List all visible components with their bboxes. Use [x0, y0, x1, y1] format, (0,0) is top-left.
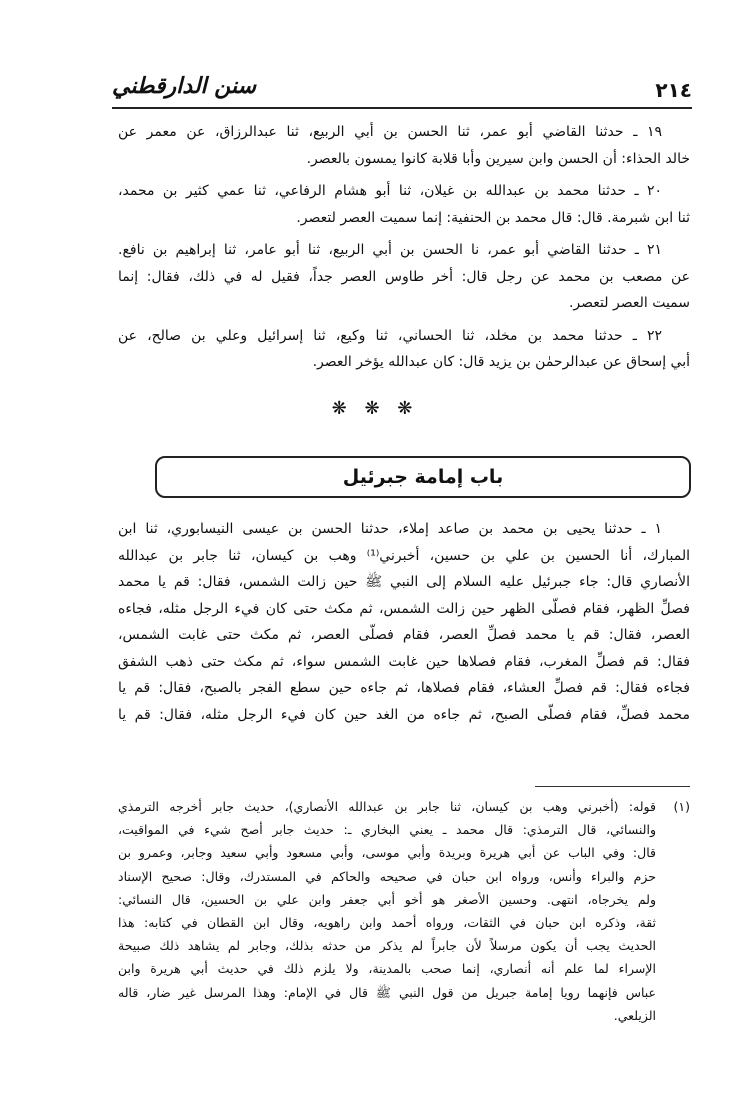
text-line: سميت العصر لتعصر.: [568, 295, 690, 311]
footnote-line: قوله: (أخبرني وهب بن كيسان، ثنا جابر بن عبدالله الأنصاري)، حديث جابر أخرجه الترمذي: [118, 799, 656, 814]
text-line: العصر، فقال: قم يا محمد فصلِّ العصر، فقام فصلّى العصر، ثم مكث حتى غابت الشمس،: [118, 627, 690, 643]
text-line: ثنا ابن شبرمة. قال: قال محمد بن الحنفية: إنما سميت العصر لتعصر.: [296, 209, 690, 226]
footnote-line: الحديث يجب أن يكون مرسلاً لأن جابراً لم يذكر من حدثه بذلك، وجابر لم يشاهد ذلك صبيحة: [118, 938, 656, 954]
footnote-line: ثقة، وذكره ابن حبان في الثقات، ورواه أحمد وابن راهويه، وقال ابن القطان في كتابه: هذا: [118, 914, 656, 930]
book-title: سنن الدارقطني: [112, 74, 257, 99]
hadith-1: [118, 516, 690, 728]
text-line: ٢٢ ـ حدثنا محمد بن مخلد، ثنا الحساني، ثنا وكيع، ثنا إسرائيل وعلي بن صالح، عن: [118, 327, 662, 344]
hadith-22: [118, 323, 690, 376]
text-line: فقال: قم فصلِّ المغرب، فقام فصلاها حين غابت الشمس سواء، ثم مكث حتى ذهب الشفق: [118, 653, 690, 670]
hadith-21: [118, 237, 690, 317]
text-line: فصلِّ الظهر، فقام فصلّى الظهر حين زالت الشمس، ثم مكث حتى كان فيء الرجل مثله، فجاءه: [118, 600, 690, 617]
hadiths-before: [118, 119, 690, 382]
text-line: عن مصعب بن محمد عن رجل قال: أخر طاوس العصر جداً، فقيل له في ذلك، فقال: إنما: [118, 268, 690, 285]
page-header: [112, 74, 692, 106]
text-line: خالد الحذاء: أن الحسن وابن سيرين وأبا قلابة كانوا يمسون بالعصر.: [306, 150, 690, 167]
footnote-line: الإسراء لما علم أنه أنصاري، إنما صحب بالمدينة، ولا يلزم ذلك في حديث أبي هريرة وابن: [118, 961, 656, 977]
footnote-line: حزم والبراء وأنس، ورواه ابن حبان في صحيحه والحاكم في المستدرك، وقال: صحيح الإسناد: [118, 868, 656, 884]
text-line: محمد فصلِّ، فقام فصلّى الصبح، ثم جاءه من الغد حين كان فيء الرجل مثله، فقال: قم يا: [118, 706, 690, 723]
text-line: ١٩ ـ حدثنا القاضي أبو عمر، ثنا الحسن بن أبي الربيع، ثنا عبدالرزاق، عن معمر عن: [118, 124, 662, 140]
text-line: فجاءه فقال: قم فصلِّ العشاء، فقام فصلاها، ثم جاءه حين سطع الفجر بالصبح، فقال: قم يا: [118, 680, 690, 696]
text-line: ٢٠ ـ حدثنا محمد بن عبدالله بن غيلان، ثنا أبو هشام الرفاعي، ثنا عمي كثير بن محمد،: [118, 183, 662, 199]
text-line: الأنصاري قال: جاء جبرئيل عليه السلام إلى النبي ﷺ حين زالت الشمس، فقال: قم يا محمد: [118, 574, 690, 590]
footnote-line: عباس فإنهما رويا إمامة جبريل من قول النبي ﷺ قال في الإمام: وهذا المرسل غير ضار، قاله: [118, 984, 656, 1000]
footnote: [118, 795, 690, 1027]
text-line: ١ ـ حدثنا يحيى بن محمد بن صاعد إملاء، حدثنا الحسن بن عيسى النيسابوري، ثنا ابن: [118, 521, 662, 537]
section-separator: ❋ ❋ ❋: [331, 398, 419, 419]
hadith-20: [118, 178, 690, 231]
footnote-marker: (١): [673, 799, 690, 814]
page-number: ٢١٤: [655, 78, 692, 102]
footnote-line: والنسائي، قال الترمذي: قال محمد ـ يعني البخاري ـ: حديث جابر أصح شيء في المواقيت،: [118, 822, 656, 838]
hadith-19: [118, 119, 690, 172]
footnote-line: الزيلعي.: [613, 1007, 656, 1023]
header-rule: [112, 107, 692, 109]
text-line: ٢١ ـ حدثنا القاضي أبو عمر، نا الحسن بن أبي الربيع، ثنا أبو عامر، ثنا إبراهيم بن نافع.: [118, 242, 662, 258]
footnote-line: قال: وفي الباب عن أبي هريرة وبريدة وأبي موسى، وأبي مسعود وأبي سعيد وجابر، وعمرو بن: [118, 845, 656, 861]
text-line: المبارك، أنا الحسين بن علي بن حسين، أخبرني⁽¹⁾ وهب بن كيسان، ثنا جابر بن عبدالله: [118, 547, 690, 564]
footnote-line: ولم يخرجاه، انتهى. وحسين الأصغر هو أخو أبي جعفر وابن علي بن الحسين، قال النسائي:: [118, 891, 656, 907]
text-line: أبي إسحاق عن عبدالرحمٰن بن يزيد قال: كان عبدالله يؤخر العصر.: [312, 354, 690, 370]
chapter-title: باب إمامة جبرئيل: [155, 456, 691, 498]
footnote-rule: [535, 786, 690, 787]
